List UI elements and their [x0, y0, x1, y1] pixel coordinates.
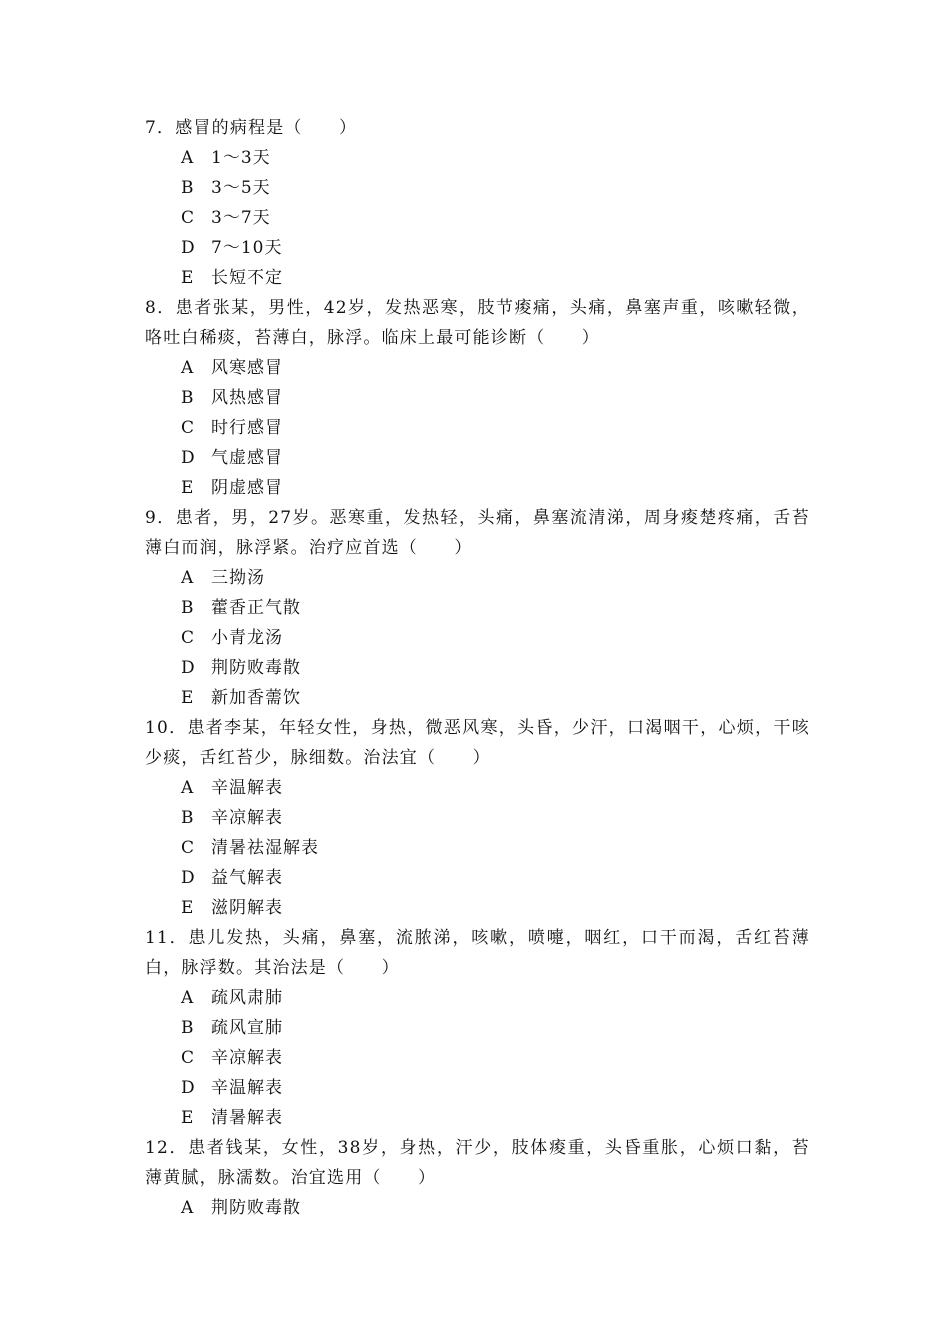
- option-a: [145, 563, 810, 593]
- option-letter: E: [181, 898, 194, 918]
- question-9: [145, 503, 810, 713]
- option-list: [145, 353, 810, 503]
- option-letter: D: [181, 658, 195, 678]
- option-text: 3～5天: [211, 178, 271, 198]
- option-c: [145, 203, 810, 233]
- option-c: [145, 413, 810, 443]
- option-b: [145, 593, 810, 623]
- question-12: [145, 1133, 810, 1223]
- option-letter: A: [181, 148, 194, 168]
- option-list: [145, 983, 810, 1133]
- option-c: [145, 833, 810, 863]
- option-a: [145, 1193, 810, 1223]
- option-letter: B: [181, 388, 194, 408]
- option-d: [145, 653, 810, 683]
- option-text: 荆防败毒散: [211, 658, 301, 678]
- option-letter: E: [181, 688, 194, 708]
- option-b: [145, 173, 810, 203]
- option-letter: D: [181, 1078, 195, 1098]
- option-list: [145, 563, 810, 713]
- question-stem: 10．患者李某，年轻女性，身热，微恶风寒，头昏，少汗，口渴咽干，心烦，干咳少痰，舌红苔少，脉细数。治法宜（ ）: [145, 718, 810, 768]
- option-letter: B: [181, 808, 194, 828]
- option-e: [145, 263, 810, 293]
- option-e: [145, 1103, 810, 1133]
- option-letter: B: [181, 1018, 194, 1038]
- option-letter: A: [181, 358, 194, 378]
- option-text: 辛凉解表: [211, 808, 283, 828]
- option-text: 益气解表: [211, 868, 283, 888]
- option-text: 滋阴解表: [211, 898, 283, 918]
- option-letter: D: [181, 868, 195, 888]
- option-letter: A: [181, 778, 194, 798]
- option-text: 疏风肃肺: [211, 988, 283, 1008]
- option-b: [145, 803, 810, 833]
- option-letter: E: [181, 478, 194, 498]
- option-text: 阴虚感冒: [211, 478, 283, 498]
- option-text: 辛温解表: [211, 778, 283, 798]
- option-a: [145, 353, 810, 383]
- question-stem: 12．患者钱某，女性，38岁，身热，汗少，肢体痠重，头昏重胀，心烦口黏，苔薄黄腻，脉濡数。治宜选用（ ）: [145, 1138, 810, 1188]
- option-letter: A: [181, 1198, 194, 1218]
- option-list: [145, 143, 810, 293]
- option-text: 疏风宣肺: [211, 1018, 283, 1038]
- question-stem: 8．患者张某，男性，42岁，发热恶寒，肢节痠痛，头痛，鼻塞声重，咳嗽轻微，咯吐白稀痰，苔薄白，脉浮。临床上最可能诊断（ ）: [145, 298, 810, 348]
- option-d: [145, 863, 810, 893]
- option-text: 清暑祛湿解表: [211, 838, 319, 858]
- option-text: 1～3天: [211, 148, 271, 168]
- option-text: 风寒感冒: [211, 358, 283, 378]
- option-e: [145, 893, 810, 923]
- option-text: 新加香薷饮: [211, 688, 301, 708]
- option-d: [145, 233, 810, 263]
- question-7: [145, 113, 810, 293]
- option-letter: C: [181, 208, 195, 228]
- option-letter: C: [181, 1048, 195, 1068]
- option-a: [145, 143, 810, 173]
- option-c: [145, 1043, 810, 1073]
- option-list: [145, 773, 810, 923]
- option-text: 藿香正气散: [211, 598, 301, 618]
- option-text: 荆防败毒散: [211, 1198, 301, 1218]
- option-text: 三拗汤: [211, 568, 265, 588]
- option-a: [145, 983, 810, 1013]
- option-letter: C: [181, 418, 195, 438]
- option-letter: D: [181, 448, 195, 468]
- option-text: 风热感冒: [211, 388, 283, 408]
- option-d: [145, 443, 810, 473]
- option-e: [145, 473, 810, 503]
- option-b: [145, 383, 810, 413]
- question-stem: 11．患儿发热，头痛，鼻塞，流脓涕，咳嗽，喷嚏，咽红，口干而渴，舌红苔薄白，脉浮数。其治法是（ ）: [145, 928, 810, 978]
- question-list: [145, 113, 810, 1223]
- option-letter: D: [181, 238, 195, 258]
- option-text: 7～10天: [211, 238, 283, 258]
- option-c: [145, 623, 810, 653]
- option-e: [145, 683, 810, 713]
- option-letter: A: [181, 568, 194, 588]
- question-11: [145, 923, 810, 1133]
- option-letter: C: [181, 628, 195, 648]
- option-letter: E: [181, 1108, 194, 1128]
- question-8: [145, 293, 810, 503]
- option-d: [145, 1073, 810, 1103]
- option-text: 长短不定: [211, 268, 283, 288]
- option-a: [145, 773, 810, 803]
- option-text: 辛温解表: [211, 1078, 283, 1098]
- question-10: [145, 713, 810, 923]
- option-b: [145, 1013, 810, 1043]
- option-letter: E: [181, 268, 194, 288]
- option-text: 气虚感冒: [211, 448, 283, 468]
- question-stem: 9．患者，男，27岁。恶寒重，发热轻，头痛，鼻塞流清涕，周身痠楚疼痛，舌苔薄白而润，脉浮紧。治疗应首选（ ）: [145, 508, 810, 558]
- option-text: 时行感冒: [211, 418, 283, 438]
- question-stem: 7．感冒的病程是（ ）: [145, 118, 358, 138]
- option-letter: B: [181, 598, 194, 618]
- option-text: 小青龙汤: [211, 628, 283, 648]
- option-letter: A: [181, 988, 194, 1008]
- option-letter: B: [181, 178, 194, 198]
- option-text: 3～7天: [211, 208, 271, 228]
- option-text: 清暑解表: [211, 1108, 283, 1128]
- option-letter: C: [181, 838, 195, 858]
- option-text: 辛凉解表: [211, 1048, 283, 1068]
- option-list: [145, 1193, 810, 1223]
